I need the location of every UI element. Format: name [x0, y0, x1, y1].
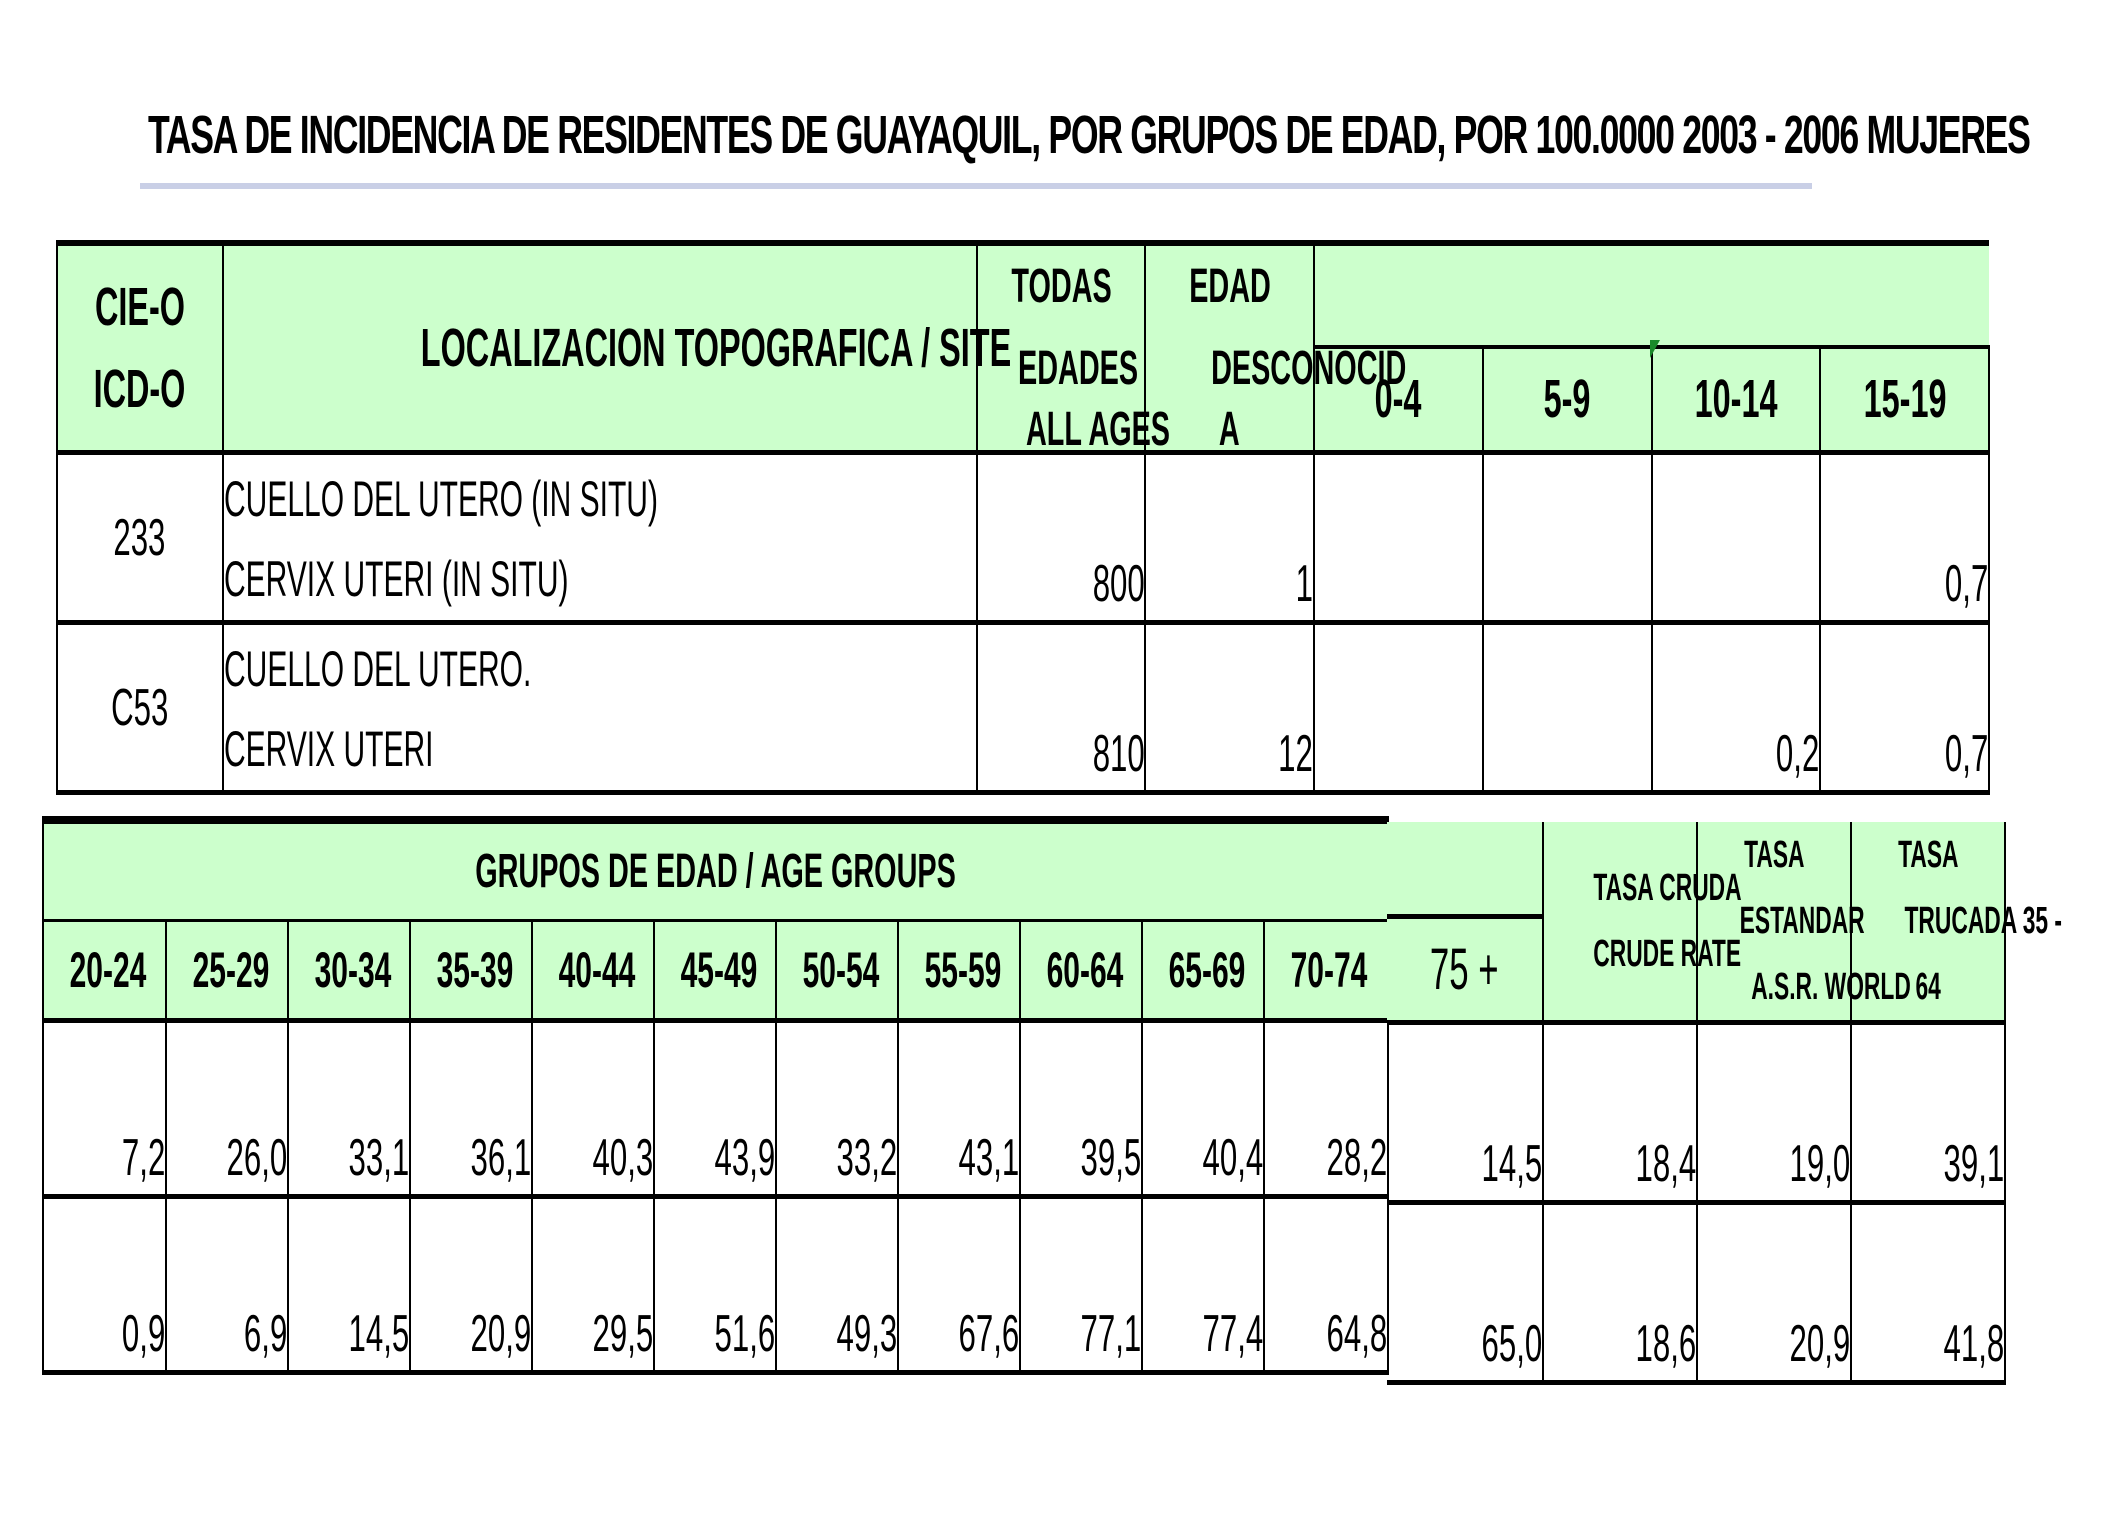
truncated-rate-cell: 39,1: [1851, 1023, 2005, 1203]
rate-cell: 14,5: [288, 1196, 410, 1372]
page-title: TASA DE INCIDENCIA DE RESIDENTES DE GUAYAQUIL, POR GRUPOS DE EDAD, POR 100.0000 2003 - 2006 MUJERES: [148, 105, 2030, 165]
rate-cell: 51,6: [654, 1196, 776, 1372]
all-ages-cell: 800: [977, 453, 1146, 623]
crude-rate-cell: 18,4: [1543, 1023, 1697, 1203]
age-header-75-plus: 75 +: [1387, 916, 1543, 1022]
rate-cell: 43,9: [654, 1020, 776, 1196]
code-cell: C53: [57, 623, 223, 793]
rate-cell: [1483, 623, 1652, 793]
age-header: 20-24: [43, 920, 166, 1020]
table-row: [43, 1020, 1388, 1196]
site-cell: CUELLO DEL UTERO (IN SITU) CERVIX UTERI (IN SITU): [223, 453, 977, 623]
age-header: 60-64: [1020, 920, 1142, 1020]
asr-world-cell: 19,0: [1697, 1023, 1851, 1203]
code-cell: 233: [57, 453, 223, 623]
rate-cell: 77,1: [1020, 1196, 1142, 1372]
rate-cell: 20,9: [410, 1196, 532, 1372]
rate-cell: 40,4: [1142, 1020, 1264, 1196]
age-header: 40-44: [532, 920, 654, 1020]
rate-cell: [1314, 623, 1483, 793]
rate-cell: [1483, 453, 1652, 623]
rate-cell: 28,2: [1264, 1020, 1388, 1196]
age-header-15-19: 15-19: [1820, 347, 1989, 453]
site-header: LOCALIZACION TOPOGRAFICA / SITE: [223, 243, 977, 453]
table-row: [57, 623, 1989, 793]
rate-cell: 67,6: [898, 1196, 1020, 1372]
age-header-5-9: 5-9: [1483, 347, 1652, 453]
table-row: [43, 1196, 1388, 1372]
rate-cell: 0,7: [1820, 623, 1989, 793]
rate-cell: 49,3: [776, 1196, 898, 1372]
age-header: 35-39: [410, 920, 532, 1020]
age-header: 30-34: [288, 920, 410, 1020]
rate-cell: 33,2: [776, 1020, 898, 1196]
age-header: 50-54: [776, 920, 898, 1020]
rate-cell: [1652, 453, 1821, 623]
table-row: [1387, 1023, 2005, 1203]
rate-cell: 64,8: [1264, 1196, 1388, 1372]
age-groups-table: [42, 816, 1389, 1375]
site-table: [56, 240, 1990, 795]
unknown-age-cell: 1: [1145, 453, 1314, 623]
rate-cell: 14,5: [1387, 1023, 1543, 1203]
rate-cell: 77,4: [1142, 1196, 1264, 1372]
rates-table: [1387, 822, 2062, 1385]
comment-marker-icon: [1650, 340, 1660, 358]
rate-cell: 26,0: [166, 1020, 288, 1196]
rate-cell: 43,1: [898, 1020, 1020, 1196]
rate-cell: 65,0: [1387, 1203, 1543, 1383]
age75-band: [1387, 822, 1543, 916]
rate-cell: 40,3: [532, 1020, 654, 1196]
rate-cell: 0,7: [1820, 453, 1989, 623]
asr-world-header: TASA ESTANDAR A.S.R. WORLD: [1697, 822, 1851, 1023]
age-header: 65-69: [1142, 920, 1264, 1020]
age-header-0-4: 0-4: [1314, 347, 1483, 453]
crude-rate-cell: 18,6: [1543, 1203, 1697, 1383]
age-group-band: [1314, 243, 1989, 347]
asr-world-cell: 20,9: [1697, 1203, 1851, 1383]
age-header: 70-74: [1264, 920, 1388, 1020]
rate-cell: 0,9: [43, 1196, 166, 1372]
rate-cell: 29,5: [532, 1196, 654, 1372]
unknown-age-cell: 12: [1145, 623, 1314, 793]
age-header: 55-59: [898, 920, 1020, 1020]
unknown-age-header: EDAD DESCONOCID A: [1145, 243, 1314, 453]
rate-cell: [1314, 453, 1483, 623]
site-cell: CUELLO DEL UTERO. CERVIX UTERI: [223, 623, 977, 793]
rate-cell: 7,2: [43, 1020, 166, 1196]
rate-cell: 39,5: [1020, 1020, 1142, 1196]
table-row: [57, 453, 1989, 623]
age-header: 45-49: [654, 920, 776, 1020]
rate-cell: 33,1: [288, 1020, 410, 1196]
code-header: CIE-O ICD-O: [57, 243, 223, 453]
all-ages-header: TODAS EDADES ALL AGES: [977, 243, 1146, 453]
all-ages-cell: 810: [977, 623, 1146, 793]
rate-cell: 36,1: [410, 1020, 532, 1196]
age-header-10-14: 10-14: [1652, 347, 1821, 453]
age-header: 25-29: [166, 920, 288, 1020]
rate-cell: 0,2: [1652, 623, 1821, 793]
title-underline: [140, 183, 1812, 189]
rate-cell: 6,9: [166, 1196, 288, 1372]
crude-rate-header: TASA CRUDA CRUDE RATE: [1543, 822, 1697, 1023]
table-row: [1387, 1203, 2005, 1383]
truncated-rate-cell: 41,8: [1851, 1203, 2005, 1383]
truncated-rate-header: TASA TRUCADA 35 - 64: [1851, 822, 2005, 1023]
age-groups-header: GRUPOS DE EDAD / AGE GROUPS: [43, 820, 1388, 920]
